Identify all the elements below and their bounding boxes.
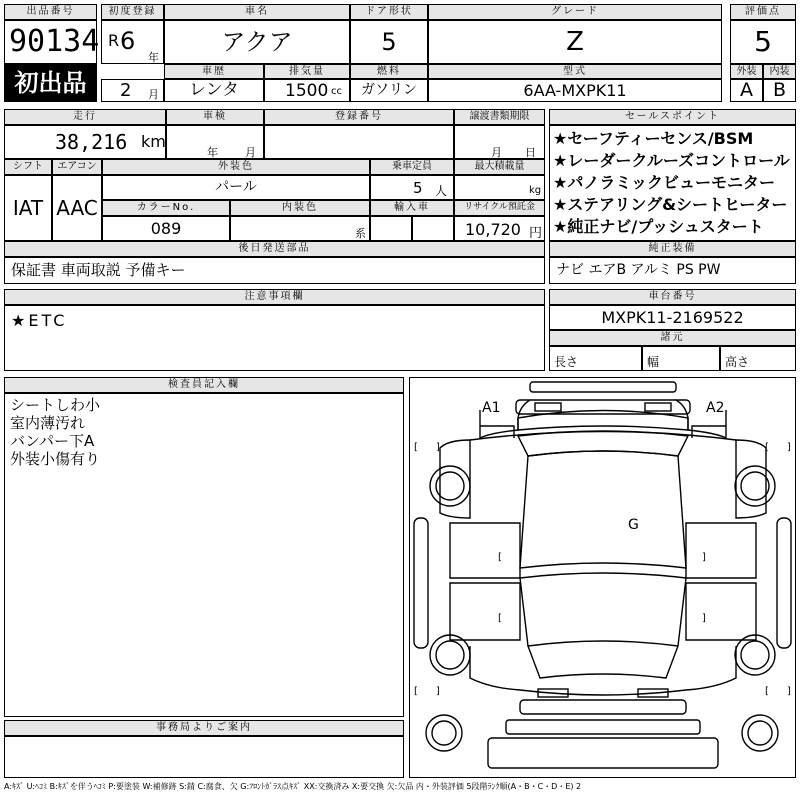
transfer-deadline-box: [454, 125, 545, 159]
inspector-line: バンパー下A: [10, 432, 95, 450]
svg-text:[: [: [498, 613, 502, 624]
capacity: 5: [413, 179, 423, 197]
transfer-deadline-label: 譲渡書類期限: [454, 109, 545, 125]
registration-month: 2: [120, 80, 132, 101]
office-notice: [4, 736, 404, 778]
exterior-grade-label: 外装: [730, 64, 763, 79]
car-name-label: 車名: [164, 4, 350, 20]
inspector-line: 外装小傷有り: [10, 450, 101, 468]
door-type-label: ドア形状: [350, 4, 428, 20]
car-outline-icon: [410, 378, 795, 777]
width-label: 幅: [642, 346, 720, 371]
displacement-label: 排気量: [264, 64, 350, 79]
fuel-label: 燃料: [350, 64, 428, 79]
car-name: アクア: [164, 20, 350, 64]
svg-text:[: [: [498, 552, 502, 563]
capacity-label: 乗車定員: [370, 159, 454, 175]
chassis-number-label: 車台番号: [549, 289, 796, 305]
mileage-box: [4, 125, 166, 159]
interior-grade: B: [763, 79, 796, 102]
interior-color-box: [230, 216, 370, 241]
svg-text:]: ]: [436, 686, 440, 697]
score-label: 評価点: [730, 4, 796, 20]
equipment: ナビ エアB アルミ PS PW: [549, 257, 796, 284]
exterior-grade: A: [730, 79, 763, 102]
door-count: 5: [350, 20, 428, 64]
lot-number: 90134: [4, 20, 97, 64]
dimensions-label: 諸元: [549, 330, 796, 346]
max-load-unit: kg: [529, 185, 542, 196]
registration-number: [264, 125, 454, 159]
mileage-unit: km: [141, 132, 166, 151]
registration-number-label: 登録番号: [264, 109, 454, 125]
sales-point-item: ★純正ナビ/プッシュスタート: [553, 217, 764, 236]
first-registration-month-box: [101, 79, 164, 102]
svg-text:]: ]: [702, 613, 706, 624]
damage-mark-a2: A2: [706, 400, 725, 416]
notes-label: 注意事項欄: [4, 289, 545, 305]
recycle-deposit-unit: 円: [529, 226, 543, 241]
model-code: 6AA-MXPK11: [428, 79, 722, 102]
car-damage-diagram: [409, 377, 796, 778]
transfer-month-unit: 月: [491, 146, 502, 159]
first-registration-label: 初度登録: [101, 4, 164, 20]
recycle-deposit-label: リサイクル預託金: [454, 200, 545, 216]
svg-text:]: ]: [787, 442, 791, 453]
mileage: 38,216: [55, 130, 128, 154]
displacement-unit: cc: [331, 86, 342, 97]
sales-points: [549, 125, 796, 241]
inspection-year-unit: 年: [207, 146, 218, 159]
import-cell-2: [412, 216, 454, 241]
shift: IAT: [4, 175, 52, 241]
inspector-notes: [4, 393, 404, 717]
interior-grade-label: 内装: [763, 64, 796, 79]
later-parts: 保証書 車両取説 予備キー: [4, 257, 545, 284]
chassis-number: MXPK11-2169522: [549, 305, 796, 330]
svg-text:[: [: [414, 686, 418, 697]
recycle-deposit: 10,720: [465, 220, 521, 239]
svg-text:[: [: [414, 442, 418, 453]
svg-text:[: [: [765, 442, 769, 453]
later-parts-label: 後日発送部品: [4, 241, 545, 257]
overall-score: 5: [730, 20, 796, 64]
svg-text:]: ]: [702, 552, 706, 563]
max-load-label: 最大積載量: [454, 159, 545, 175]
first-registration-year-box: [101, 20, 164, 64]
mileage-label: 走行: [4, 109, 166, 125]
interior-color-unit: 系: [355, 227, 366, 240]
interior-color-label: 内装色: [230, 200, 370, 216]
era: R: [108, 31, 120, 50]
capacity-unit: 人: [435, 184, 448, 198]
inspector-line: 室内薄汚れ: [10, 414, 86, 432]
model-label: 型式: [428, 64, 722, 79]
lot-number-label: 出品番号: [4, 4, 97, 20]
sales-point-item: ★セーフティーセンス/BSM: [553, 129, 754, 148]
history: レンタ: [164, 79, 264, 102]
exterior-color-label: 外装色: [102, 159, 370, 175]
notes: ★ETC: [4, 305, 545, 371]
inspection-box: [166, 125, 264, 159]
aircon: AAC: [52, 175, 102, 241]
history-label: 車歴: [164, 64, 264, 79]
first-listing-badge: 初出品: [4, 64, 97, 102]
max-load-box: [454, 175, 545, 200]
year-unit: 年: [148, 51, 159, 64]
capacity-box: [370, 175, 454, 200]
exterior-color: パール: [102, 175, 370, 200]
sales-point-item: ★レーダークルーズコントロール: [553, 151, 790, 170]
shift-label: シフト: [4, 159, 52, 175]
inspector-line: シートしわ小: [10, 396, 101, 414]
aircon-label: エアコン: [52, 159, 102, 175]
height-label: 高さ: [720, 346, 796, 371]
import-cell-1: [370, 216, 412, 241]
fuel: ガソリン: [350, 79, 428, 102]
displacement: 1500: [285, 81, 329, 101]
transfer-day-unit: 日: [525, 146, 536, 159]
grade: Z: [428, 20, 722, 64]
displacement-box: [264, 79, 350, 102]
svg-text:]: ]: [787, 686, 791, 697]
color-number: 089: [102, 216, 230, 241]
recycle-deposit-box: [454, 216, 545, 241]
length-label: 長さ: [549, 346, 642, 371]
svg-text:[: [: [765, 686, 769, 697]
equipment-label: 純正装備: [549, 241, 796, 257]
inspection-month-unit: 月: [245, 146, 256, 159]
grade-label: グレード: [428, 4, 722, 20]
sales-point-item: ★パノラミックビューモニター: [553, 173, 776, 192]
office-notice-label: 事務局よりご案内: [4, 720, 404, 736]
inspection-label: 車検: [166, 109, 264, 125]
color-number-label: カラーNo.: [102, 200, 230, 216]
sales-point-item: ★ステアリング&シートヒーター: [553, 195, 788, 214]
damage-mark-g: G: [628, 517, 639, 533]
damage-legend: A:ｷｽﾞ U:ﾍｺﾐ B:ｷｽﾞを伴うﾍｺﾐ P:要塗装 W:補修跡 S:錆 C:腐食、欠 G:ﾌﾛﾝﾄｶﾞﾗｽ点ｷｽﾞ XX:交換済み X:要交換 欠:欠品 内・外装評価 5段階ﾗﾝｸ順(A・B・C・D・E) 2: [4, 782, 582, 791]
svg-text:]: ]: [436, 442, 440, 453]
sales-points-label: セールスポイント: [549, 109, 796, 125]
import-label: 輸入車: [370, 200, 454, 216]
damage-mark-a1: A1: [482, 400, 501, 416]
registration-year: 6: [120, 27, 136, 55]
month-unit: 月: [148, 88, 159, 101]
inspector-notes-label: 検査員記入欄: [4, 377, 404, 393]
